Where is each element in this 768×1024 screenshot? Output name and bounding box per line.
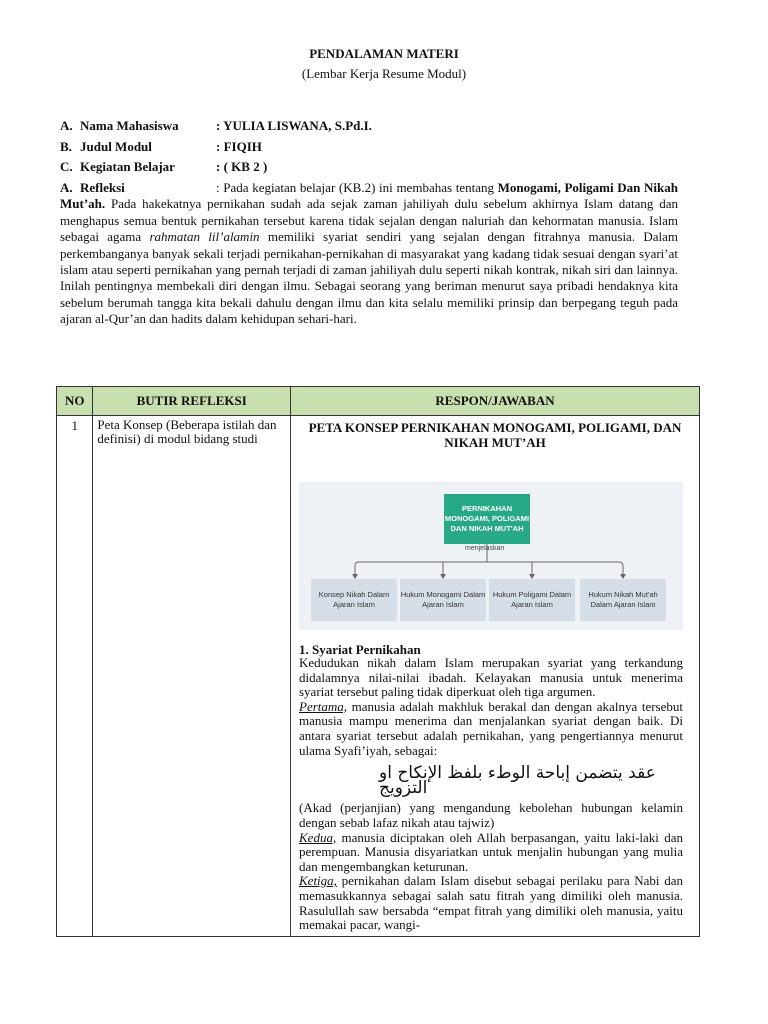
paragraph-intro: Kedudukan nikah dalam Islam merupakan syariat yang terkandung didalamnya nilai-nilai ibadah. Kelayakan manusia untuk menerima syariat tersebut paling tidak diperkuat oleh tiga argumen. [299,655,683,700]
reflection-intro: : Pada kegiatan belajar (KB.2) ini membahas tentang [216,180,498,195]
paragraph-pertama [299,700,683,758]
identity-label: Nama Mahasiswa [80,118,179,133]
row-number: 1 [57,416,93,937]
section-body [299,656,683,933]
arabic-definition: عقد يتضمن إباحة الوطء بلفظ الإنكاح او التزويج [379,763,656,798]
kedua-text: manusia diciptakan oleh Allah berpasangan, yaitu laki-laki dan perempuan. Manusia disyariatkan untuk menjalin hubungan yang mulia dan mengembangkan keturunan. [299,829,683,874]
reflection-topic: Monogami, Poligami Dan Nikah Mut’ah. [60,180,679,212]
concept-map-child: Hukum Nikah Mut'ah Dalam Ajaran Islam [580,579,666,621]
paragraph-kedua [299,831,683,875]
connector-bar [355,562,623,576]
concept-map-title: PETA KONSEP PERNIKAHAN MONOGAMI, POLIGAMI, DAN NIKAH MUT’AH [308,420,682,450]
reflection-text-1: Pada hakekatnya pernikahan sudah ada sejak zaman jahiliyah dulu sebelum akhirnya Islam datang dan menghapus semua bentuk pernikahan tersebut karena tidak sejalan dengan naluriah dan kehormatan manusia. Islam sebagai agama [60,196,678,245]
identity-value: : FIQIH [216,139,262,154]
concept-map-child: Konsep Nikah Dalam Ajaran Islam [311,579,397,621]
ketiga-label: Ketiga, [299,873,337,889]
identity-letter: C. [60,159,73,174]
concept-map-child: Hukum Poligami Dalam Ajaran Islam [489,579,575,621]
reflection-table [56,386,700,937]
reflection-paragraph [60,180,678,328]
identity-value: : YULIA LISWANA, S.Pd.I. [216,118,372,133]
identity-letter: B. [60,139,72,154]
identity-label: Judul Modul [80,139,152,154]
concept-map-connector-label: menjelaskan [465,545,505,552]
reflection-text-2: memiliki syariat sendiri yang sejalan dengan fitrahnya manusia. Dalam perkembanganya banyak sekali terjadi pernikahan-pernikahan di masyarakat yang kadang tidak sesuai dengan syari’at islam atau seperti pernikahan yang pernah terjadi di zaman jahiliyah dulu seperti nikah kontrak, nikah siri dan lainnya. Inilah pentingnya membekali diri dengan ilmu. Sebagai seorang yang beriman menurut saya pribadi hendaknya kita sebelum berumah tangga kita bekali dahulu dengan ilmu dan kita selalu memiliki prinsip dan berpegang teguh pada ajaran al-Qur’an dan hadits dalam kehidupan sehari-hari. [60,229,679,327]
reflection-section [60,180,678,328]
reflection-italic-term: rahmatan lil’alamin [149,229,260,245]
kedua-label: Kedua, [299,829,337,845]
identity-label: Kegiatan Belajar [80,159,175,174]
pertama-label: Pertama, [299,698,348,714]
reflection-label: Refleksi [80,180,125,195]
identity-value: : ( KB 2 ) [216,159,268,174]
page-subtitle: (Lembar Kerja Resume Modul) [301,66,467,81]
concept-map-root: PERNIKAHAN MONOGAMI, POLIGAMI DAN NIKAH MUT'AH [444,494,530,544]
section-heading: 1. Syariat Pernikahan [299,642,421,657]
paragraph-ketiga [299,874,683,932]
header-butir: BUTIR REFLEKSI [93,387,291,416]
concept-map-child: Hukum Monogami Dalam Ajaran Islam [400,579,486,621]
page-title: PENDALAMAN MATERI [309,46,459,61]
header-no: NO [57,387,93,416]
concept-map-diagram [299,482,683,630]
row-butir: Peta Konsep (Beberapa istilah dan definisi) di modul bidang studi [93,416,291,937]
row-respon [291,416,700,937]
reflection-letter: A. [60,180,73,195]
ketiga-text: pernikahan dalam Islam disebut sebagai perilaku para Nabi dan memasukkannya sebagai salah satu fitrah yang dimiliki oleh manusia. Rasulullah saw bersabda “empat fitrah yang dimiliki oleh manusia, yaitu memakai pacar, wangi- [299,873,683,933]
header-respon: RESPON/JAWABAN [291,387,700,416]
table-row [57,416,700,937]
paragraph-translation: (Akad (perjanjian) yang mengandung kebolehan hubungan kelamin dengan sebab lafaz nikah atau tajwiz) [299,800,683,830]
identity-letter: A. [60,118,73,133]
table-header-row [57,387,700,416]
pertama-text: manusia adalah makhluk berakal dan dengan akalnya tersebut manusia mampu menerima dan menjalankan syariat dengan baik. Di antara syariat tersebut adalah pernikahan, yang pengertiannya menurut ulama Syafi’iyah, sebagai: [299,698,683,758]
